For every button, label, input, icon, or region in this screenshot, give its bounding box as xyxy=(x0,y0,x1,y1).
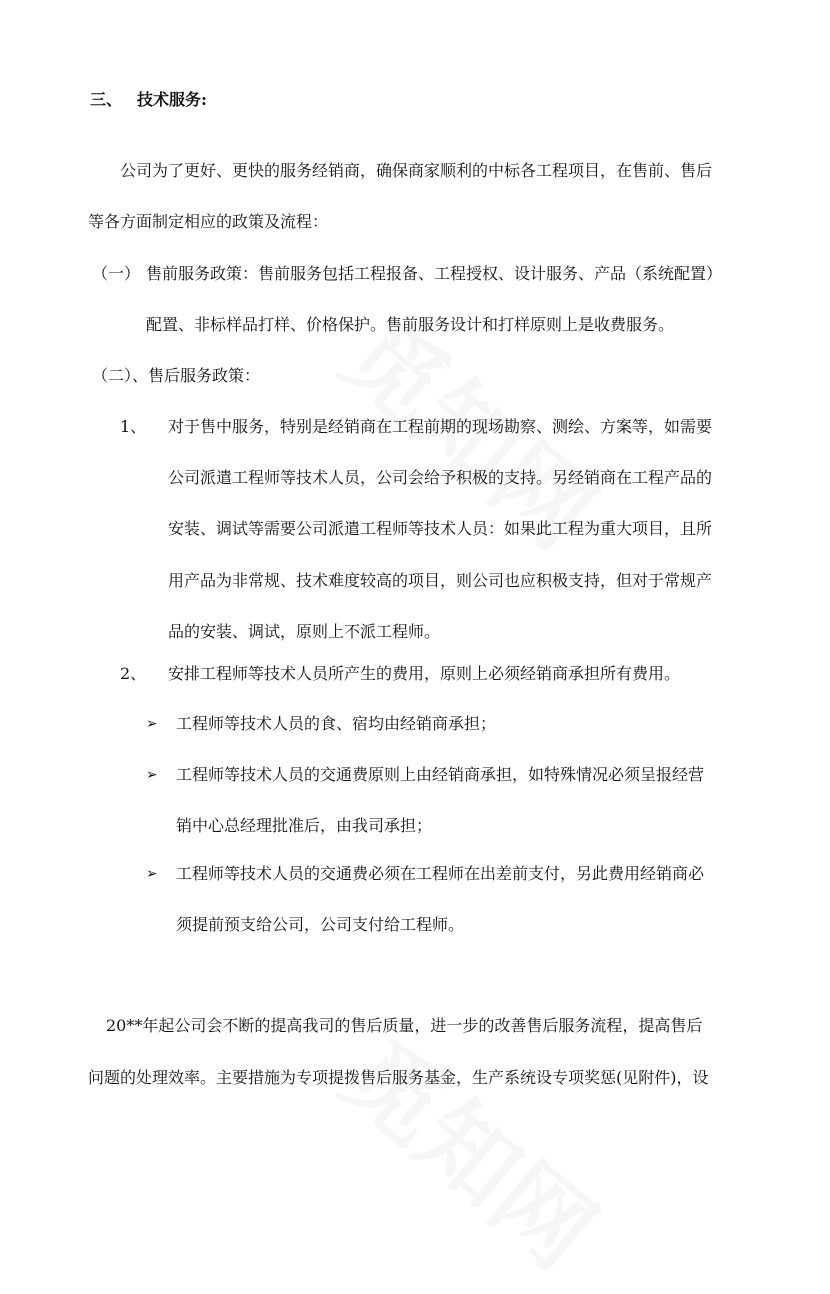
section-number: 三、 xyxy=(90,90,123,109)
item-1-line: 公司派遣工程师等技术人员，公司会给予积极的支持。另经销商在工程产品的 xyxy=(168,468,713,487)
bullet-arrow-icon: ➢ xyxy=(146,866,158,882)
bullet-arrow-icon: ➢ xyxy=(146,767,158,783)
bullet-arrow-icon: ➢ xyxy=(146,716,158,732)
item-1-line: 用产品为非常规、技术难度较高的项目，则公司也应积极支持，但对于常规产 xyxy=(168,571,713,590)
watermark xyxy=(320,1003,629,1293)
item-2-text: 安排工程师等技术人员所产生的费用，原则上必须经销商承担所有费用。 xyxy=(168,664,681,683)
item-1-line: 对于售中服务，特别是经销商在工程前期的现场勘察、测绘、方案等，如需要 xyxy=(168,417,713,436)
bullet-line: 须提前预支给公司，公司支付给工程师。 xyxy=(176,915,465,934)
item-2-number: 2、 xyxy=(120,664,147,683)
presale-line-1: 售前服务政策：售前服务包括工程报备、工程授权、设计服务、产品（系统配置） xyxy=(146,264,723,283)
presale-line-2: 配置、非标样品打样、价格保护。售前服务设计和打样原则上是收费服务。 xyxy=(146,315,675,334)
item-1-line: 品的安装、调试，原则上不派工程师。 xyxy=(168,622,441,641)
closing-line-2: 问题的处理效率。主要措施为专项提拨售后服务基金，生产系统设专项奖惩(见附件)，设 xyxy=(88,1068,709,1087)
item-1-number: 1、 xyxy=(120,417,147,436)
intro-line-1: 公司为了更好、更快的服务经销商，确保商家顺利的中标各工程项目，在售前、售后 xyxy=(120,161,713,180)
closing-line-1: 20**年起公司会不断的提高我司的售后质量，进一步的改善售后服务流程，提高售后 xyxy=(106,1016,703,1035)
aftersale-heading: （二）、售后服务政策： xyxy=(92,366,261,385)
bullet-line: 工程师等技术人员的交通费必须在工程师在出差前支付，另此费用经销商必 xyxy=(176,864,705,883)
item-1-line: 安装、调试等需要公司派遣工程师等技术人员：如果此工程为重大项目，且所 xyxy=(168,519,713,538)
section-title: 技术服务: xyxy=(137,90,207,109)
intro-line-2: 等各方面制定相应的政策及流程： xyxy=(88,212,329,231)
bullet-line: 工程师等技术人员的食、宿均由经销商承担； xyxy=(176,714,497,733)
presale-number: （一） xyxy=(92,264,141,283)
bullet-line: 销中心总经理批准后，由我司承担； xyxy=(176,816,433,835)
bullet-line: 工程师等技术人员的交通费原则上由经销商承担，如特殊情况必须呈报经营 xyxy=(176,765,705,784)
